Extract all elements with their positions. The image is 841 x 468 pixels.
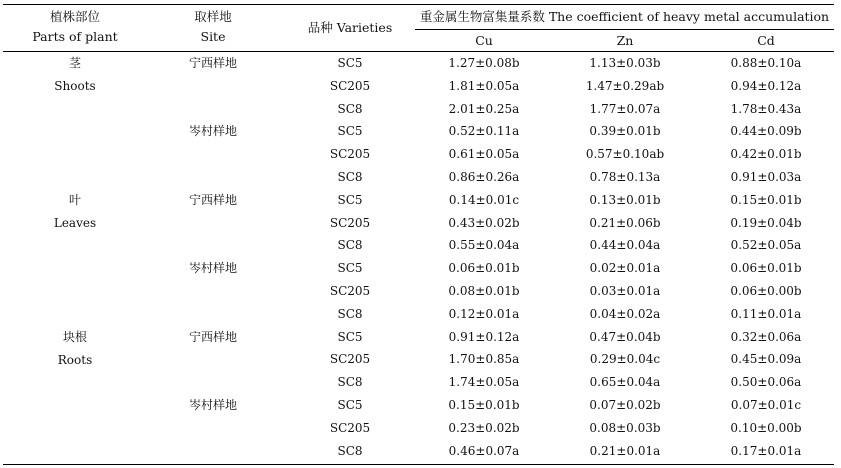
coefficient-header-underline (415, 29, 834, 30)
zn-cell: 1.13±0.03b (589, 56, 661, 70)
zn-header: Zn (616, 33, 634, 48)
variety-cell: SC8 (337, 238, 363, 253)
part-label-en: Leaves (53, 216, 97, 230)
cu-cell: 0.12±0.01a (448, 306, 520, 321)
cd-cell: 0.15±0.01b (730, 192, 802, 207)
cd-cell: 0.10±0.00b (730, 420, 802, 435)
zn-cell: 0.29±0.04c (589, 352, 661, 367)
variety-cell: SC5 (337, 124, 363, 139)
cd-cell: 0.88±0.10a (730, 56, 802, 70)
site-label: 宁西样地 (188, 330, 237, 344)
cd-cell: 0.07±0.01c (730, 398, 802, 412)
cu-cell: 0.06±0.01b (448, 261, 520, 276)
parts-of-plant-header-en: Parts of plant (32, 29, 118, 44)
zn-cell: 0.08±0.03b (589, 420, 661, 435)
zn-cell: 0.21±0.06b (589, 215, 661, 230)
cu-cell: 0.55±0.04a (448, 238, 520, 253)
zn-cell: 0.03±0.01a (589, 284, 661, 298)
part-label-en: Shoots (54, 79, 96, 93)
part-label-cn: 茎 (68, 56, 81, 70)
zn-cell: 0.07±0.02b (589, 398, 661, 412)
table-top-rule (3, 4, 834, 5)
zn-cell: 1.77±0.07a (589, 101, 661, 116)
part-label-cn: 叶 (68, 193, 81, 207)
zn-cell: 0.02±0.01a (589, 261, 661, 276)
variety-cell: SC205 (329, 420, 371, 435)
zn-cell: 0.13±0.01b (589, 192, 661, 207)
cd-cell: 0.17±0.01a (730, 443, 802, 458)
variety-cell: SC5 (337, 192, 363, 207)
cu-cell: 1.70±0.85a (448, 352, 520, 367)
zn-cell: 0.21±0.01a (589, 443, 661, 458)
zn-cell: 0.78±0.13a (589, 170, 661, 184)
variety-cell: SC205 (329, 284, 371, 298)
cu-cell: 0.08±0.01b (448, 284, 520, 298)
variety-cell: SC8 (337, 443, 363, 458)
cu-cell: 0.15±0.01b (448, 398, 520, 412)
cd-cell: 0.11±0.01a (730, 306, 802, 321)
variety-cell: SC205 (329, 147, 371, 162)
site-label: 岑村样地 (188, 261, 237, 275)
variety-cell: SC5 (337, 261, 363, 276)
cd-cell: 0.06±0.00b (730, 284, 802, 298)
variety-cell: SC8 (337, 101, 363, 116)
site-label: 岑村样地 (188, 124, 237, 138)
varieties-header: 品种 Varieties (307, 20, 393, 35)
cd-header: Cd (757, 33, 775, 48)
cd-cell: 0.32±0.06a (730, 329, 802, 344)
cu-cell: 1.74±0.05a (448, 375, 520, 390)
cd-cell: 0.19±0.04b (730, 215, 802, 230)
cd-cell: 0.06±0.01b (730, 261, 802, 276)
cu-cell: 0.52±0.11a (448, 124, 520, 139)
site-header-en: Site (200, 29, 226, 44)
variety-cell: SC5 (337, 398, 363, 412)
cu-header: Cu (475, 33, 493, 48)
zn-cell: 0.57±0.10ab (585, 147, 665, 162)
cu-cell: 1.81±0.05a (448, 78, 520, 93)
variety-cell: SC5 (337, 56, 363, 70)
cu-cell: 0.61±0.05a (448, 147, 520, 162)
zn-cell: 0.44±0.04a (589, 238, 661, 253)
cu-cell: 1.27±0.08b (448, 56, 520, 70)
cd-cell: 1.78±0.43a (730, 101, 802, 116)
variety-cell: SC5 (337, 329, 363, 344)
variety-cell: SC205 (329, 78, 371, 93)
zn-cell: 0.04±0.02a (589, 306, 661, 321)
header-bottom-rule (3, 51, 834, 52)
variety-cell: SC205 (329, 352, 371, 367)
cu-cell: 0.91±0.12a (448, 329, 520, 344)
variety-cell: SC205 (329, 215, 371, 230)
variety-cell: SC8 (337, 306, 363, 321)
site-label: 宁西样地 (188, 193, 237, 207)
cd-cell: 0.45±0.09a (730, 352, 802, 367)
site-label: 宁西样地 (188, 56, 237, 70)
variety-cell: SC8 (337, 170, 363, 184)
zn-cell: 0.39±0.01b (589, 124, 661, 139)
part-label-cn: 块根 (62, 330, 87, 344)
table-bottom-rule (3, 464, 834, 465)
part-label-en: Roots (57, 353, 93, 367)
cu-cell: 0.86±0.26a (448, 170, 520, 184)
variety-cell: SC8 (337, 375, 363, 390)
zn-cell: 0.65±0.04a (589, 375, 661, 390)
parts-of-plant-header-cn: 植株部位 (49, 9, 100, 24)
site-label: 岑村样地 (188, 398, 237, 412)
cu-cell: 0.43±0.02b (448, 215, 520, 230)
cd-cell: 0.94±0.12a (730, 78, 802, 93)
cu-cell: 0.23±0.02b (448, 420, 520, 435)
cu-cell: 2.01±0.25a (448, 101, 520, 116)
coefficient-header: 重金属生物富集量系数 The coefficient of heavy metal accumulation (419, 9, 830, 24)
cu-cell: 0.14±0.01c (448, 192, 520, 207)
zn-cell: 0.47±0.04b (589, 329, 661, 344)
cd-cell: 0.44±0.09b (730, 124, 802, 139)
cu-cell: 0.46±0.07a (448, 443, 520, 458)
cd-cell: 0.42±0.01b (730, 147, 802, 162)
cd-cell: 0.50±0.06a (730, 375, 802, 390)
cd-cell: 0.52±0.05a (730, 238, 802, 253)
site-header-cn: 取样地 (194, 9, 232, 24)
zn-cell: 1.47±0.29ab (585, 78, 665, 93)
cd-cell: 0.91±0.03a (730, 170, 802, 184)
